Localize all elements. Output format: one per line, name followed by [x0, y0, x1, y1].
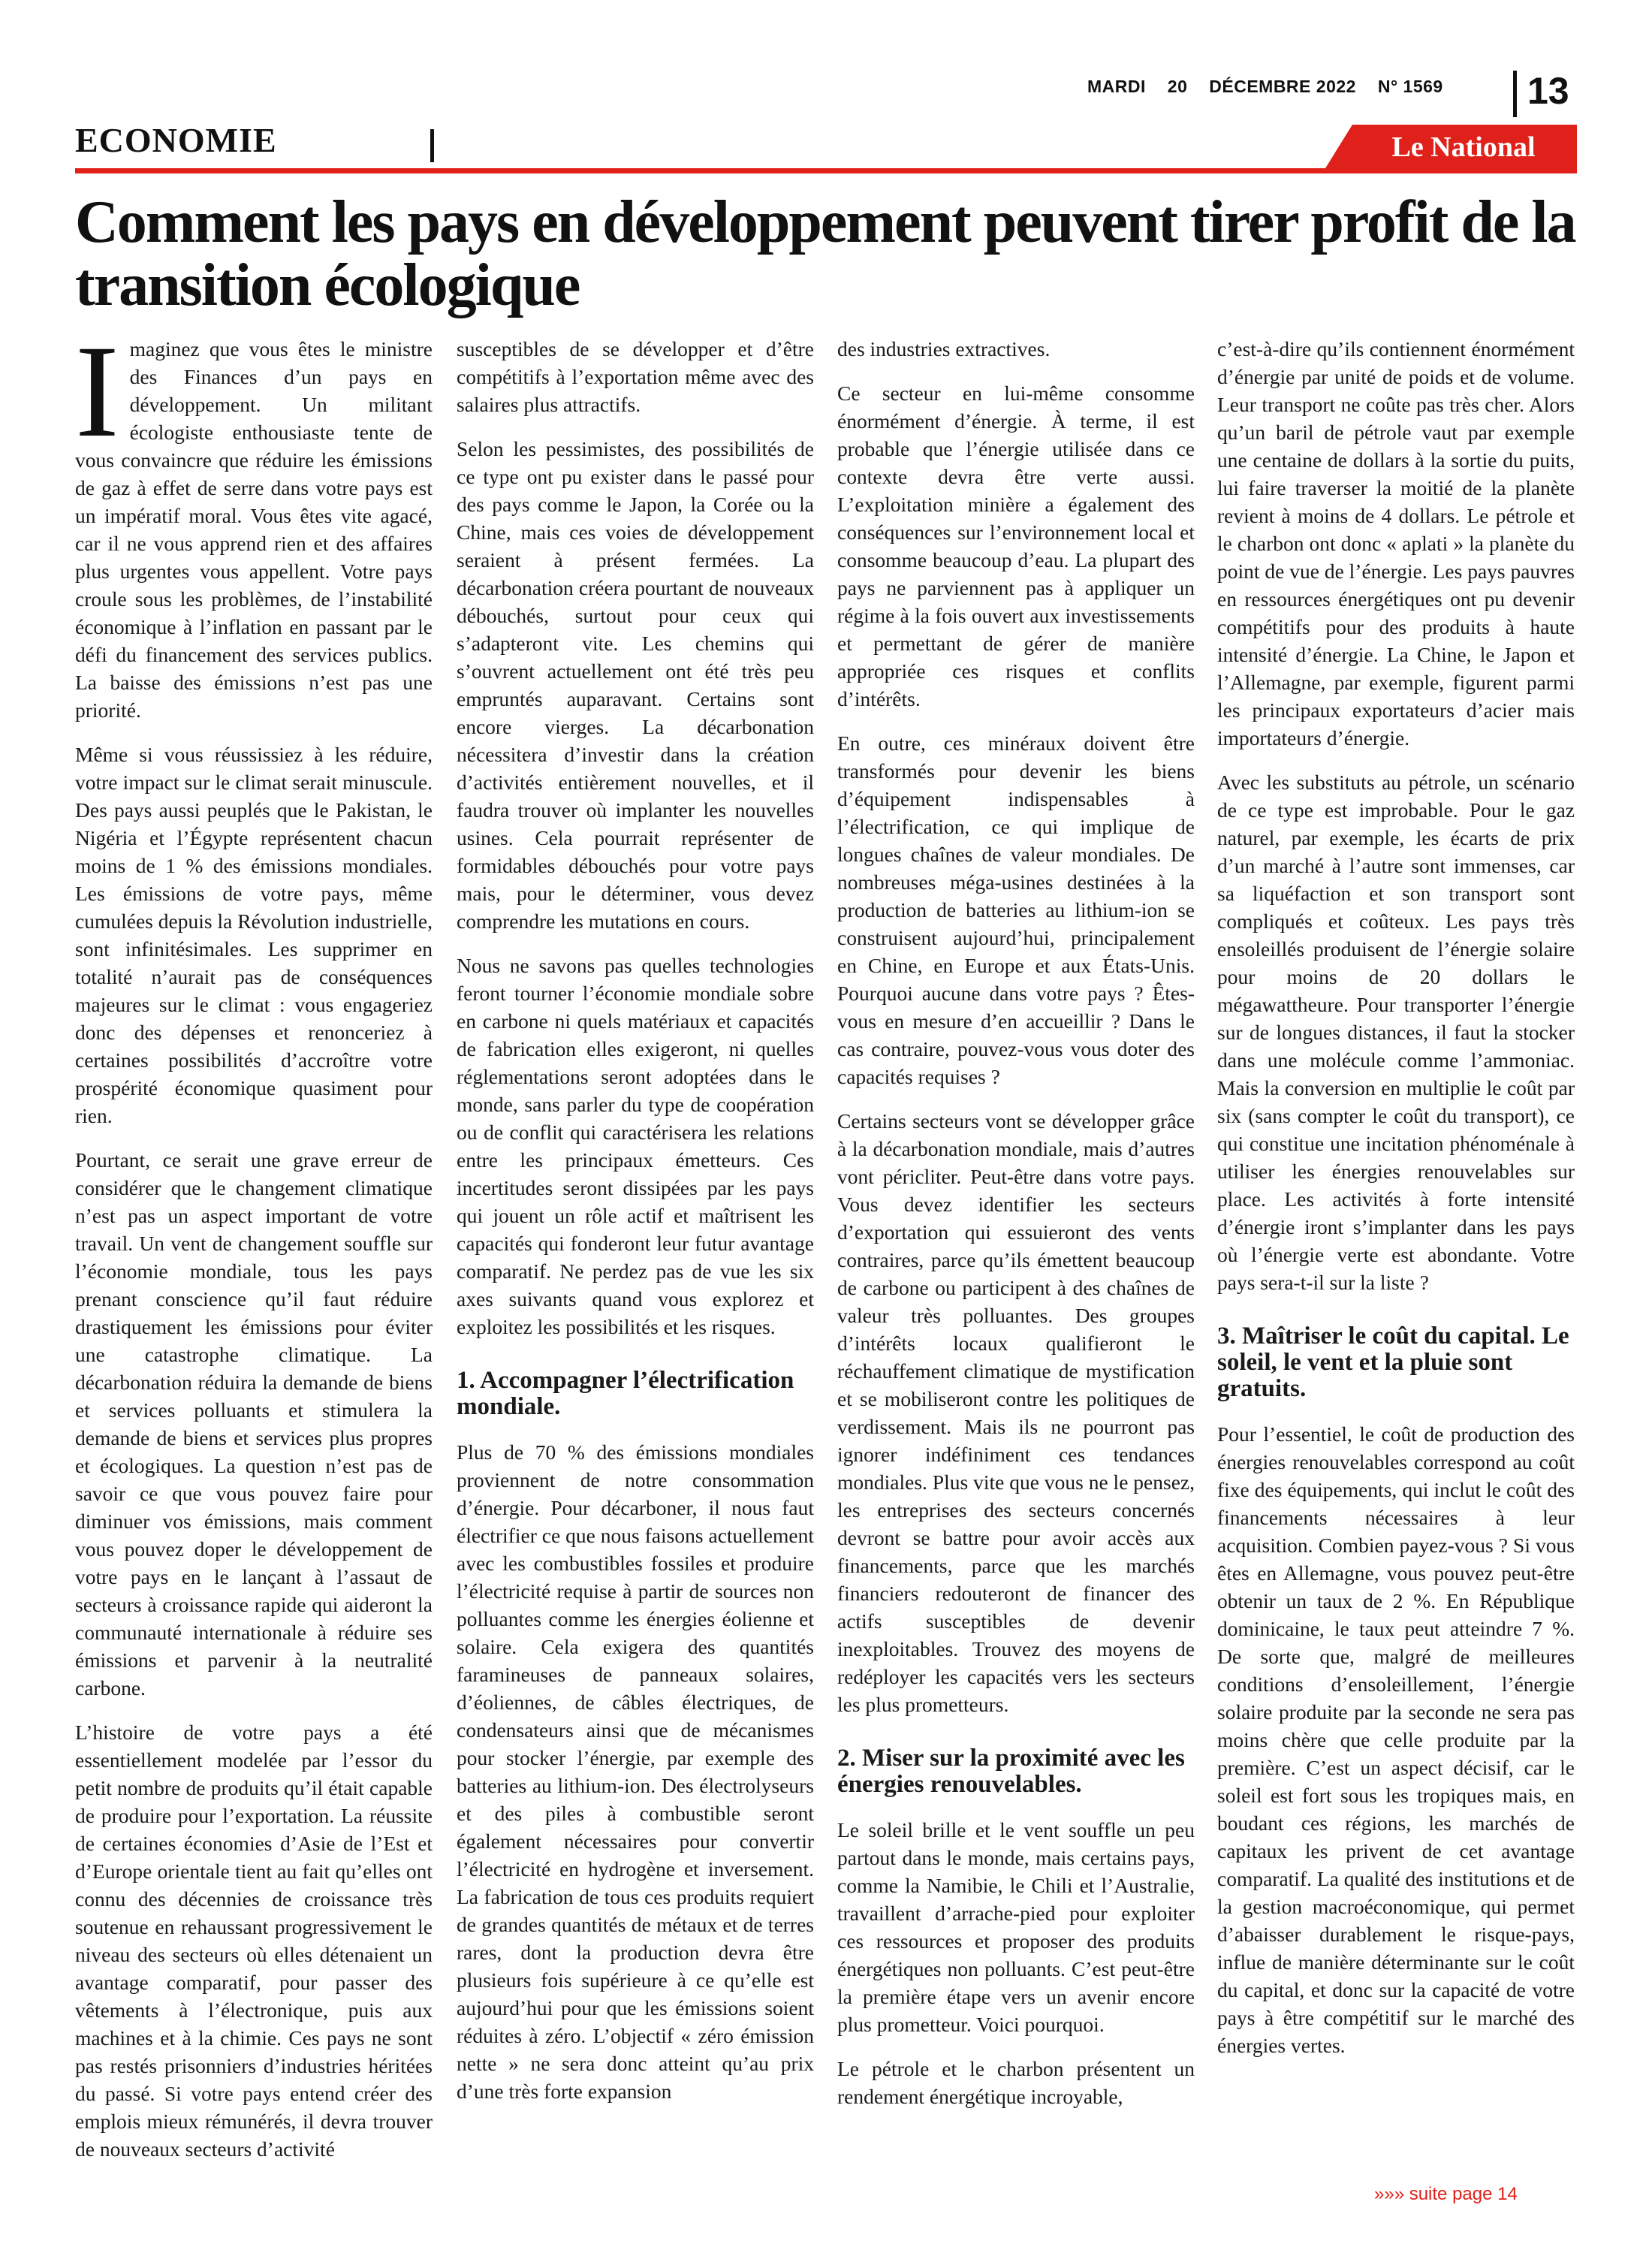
paragraph: Avec les substituts au pétrole, un scénario de ce type est improbable. Pour le gaz naturel, par exemple, les écarts de prix d’un marché à l’autre sont immenses, car sa liquéfaction et son transport sont compliqués et coûteux. Les pays très ensoleillés produisent de l’énergie solaire pour moins de 20 dollars le mégawattheure. Pour transporter l’énergie sur de longues distances, il faut la stocker dans une molécule comme l’ammoniac. Mais la conversion en multiplie le coût par six (sans compter le coût du transport), ce qui constitue une incitation phénoménale à utiliser les énergies renouvelables sur place. Les activités à forte intensité d’énergie iront s’implanter dans les pays où l’énergie verte est abondante. Votre pays sera-t-il sur la liste ? — [1217, 771, 1575, 1294]
section-label: ECONOMIE — [75, 121, 277, 159]
paragraph: maginez que vous êtes le ministre des Finances d’un pays en développement. Un militant écologiste enthousiaste tente de vous convaincre que réduire les émissions de gaz à effet de serre dans votre pays est un impératif moral. Vous êtes vite agacé, car il ne vous apprend rien et des affaires plus urgentes vous appellent. Votre pays croule sous les problèmes, de l’instabilité économique à l’inflation en passant par le défi du financement des services publics. La baisse des émissions n’est pas une priorité. — [75, 337, 433, 722]
paragraph: Même si vous réussissiez à les réduire, votre impact sur le climat serait minuscule. Des pays aussi peuplés que le Pakistan, le Nigéria et l’Égypte représentent chacun moins de 1 % des émissions mondiales. Les émissions de votre pays, même cumulées depuis la Révolution industrielle, sont infinitésimales. Les supprimer en totalité n’aurait pas de conséquences majeures sur le climat : vous engageriez donc des dépenses et renonceriez à certaines possibilités d’accroître votre prospérité économique quasiment pour rien. — [75, 743, 433, 1127]
drop-cap: I — [75, 318, 119, 465]
subheading-3: 3. Maîtriser le coût du capital. Le soleil, le vent et la pluie sont gratuits. — [1217, 1323, 1569, 1402]
paragraph: L’histoire de votre pays a été essentiellement modelée par l’essor du petit nombre de produits qu’il était capable de produire pour l’exportation. La réussite de certaines économies d’Asie de l’Est et d’Europe orientale tient au fait qu’elles ont connu des décennies de croissance très soutenue en rehaussant progressivement le niveau des secteurs où elles détenaient un avantage comparatif, pour passer des vêtements à l’électronique, puis aux machines et à la chimie. Ces pays ne sont pas restés prisonniers d’industries héritées du passé. Si votre pays entend créer des emplois mieux rémunérés, il devra trouver de nouveaux secteurs d’activité — [75, 1721, 433, 2161]
paragraph: susceptibles de se développer et d’être compétitifs à l’exportation même avec des salaires plus attractifs. — [457, 337, 814, 416]
paragraph: Pourtant, ce serait une grave erreur de considérer que le changement climatique n’est pas un aspect important de votre travail. Un vent de changement souffle sur l’économie mondiale, tous les pays prenant conscience qu’il faut réduire drastiquement les émissions pour éviter une catastrophe climatique. La décarbonation réduira la demande de biens et services polluants et stimulera la demande de biens et services plus propres et écologiques. La question n’est pas de savoir ce que vous pouvez faire pour diminuer vos émissions, mais comment vous pouvez doper le développement de votre pays en le lançant à l’assaut de secteurs à croissance rapide qui aideront la communauté internationale à réduire ses émissions et parvenir à la neutralité carbone. — [75, 1148, 433, 1700]
issue-day: MARDI — [1087, 77, 1146, 96]
brand-name: Le National — [1391, 131, 1536, 163]
paragraph: Certains secteurs vont se développer grâce à la décarbonation mondiale, mais d’autres vont péricliter. Peut-être dans votre pays. Vous devez identifier les secteurs d’exportation qui essuieront des vents contraires, parce qu’ils émettent beaucoup de carbone ou participent à des chaînes de valeur très polluantes. Des groupes d’intérêts locaux qualifieront le réchauffement climatique de mystification et se mobiliseront contre les politiques de verdissement. Mais ils ne pourront pas ignorer indéfiniment ces tendances mondiales. Plus vite que vous ne le pensez, les entreprises des secteurs concernés devront se battre pour avoir accès aux financements, parce que les marchés financiers redouteront de financer des actifs susceptibles de devenir inexploitables. Trouvez des moyens de redéployer les capacités vers les secteurs les plus prometteurs. — [837, 1109, 1195, 1716]
subheading-2: 2. Miser sur la proximité avec les énergies renouvelables. — [837, 1745, 1185, 1798]
section-divider — [430, 129, 434, 162]
subheading-1: 1. Accompagner l’électrification mondiale. — [457, 1367, 794, 1420]
article-column-4 — [1217, 335, 1575, 2137]
paragraph: Pour l’essentiel, le coût de production des énergies renouvelables correspond au coût fixe des équipements, qui inclut le coût des financements nécessaires à leur acquisition. Combien payez-vous ? Si vous êtes en Allemagne, vous pouvez peut-être obtenir un taux de 2 %. En République dominicaine, le taux peut atteindre 7 %. De sorte que, malgré de meilleures conditions d’ensoleillement, l’énergie solaire produite par la seconde ne sera pas moins chère que celle produite par la première. C’est un aspect décisif, car le soleil est fort sous les tropiques mais, en boudant ces régions, les marchés de capitaux les privent de cet avantage comparatif. La qualité des institutions et de la gestion macroéconomique, qui permet d’abaisser durablement le risque-pays, influe de manière déterminante sur le coût du capital, et donc sur la capacité de votre pays à être compétitif sur le marché des énergies vertes. — [1217, 1422, 1575, 2057]
article-headline: Comment les pays en développement peuvent tirer profit de la transition écologique — [75, 189, 1575, 318]
page-number: 13 — [1527, 70, 1569, 112]
issue-month-year: DÉCEMBRE 2022 — [1209, 77, 1356, 96]
issue-number: N° 1569 — [1377, 77, 1443, 96]
paragraph: Le pétrole et le charbon présentent un rendement énergétique incroyable, — [837, 2057, 1195, 2108]
article-column-1 — [75, 318, 433, 2161]
paragraph: Le soleil brille et le vent souffle un peu partout dans le monde, mais certains pays, comme la Namibie, le Chili et l’Australie, travaillent d’arrache-pied pour exploiter ces ressources et proposer des produits énergétiques non polluants. C’est peut-être la première étape vers un avenir encore plus prometteur. Voici pourquoi. — [837, 1818, 1195, 2036]
header-rule — [75, 168, 1577, 173]
paragraph: c’est-à-dire qu’ils contiennent énormément d’énergie par unité de poids et de volume. Leur transport ne coûte pas très cher. Alors qu’un baril de pétrole vaut par exemple une centaine de dollars à la sortie du puits, lui faire traverser la moitié de la planète revient à moins de 4 dollars. Le pétrole et le charbon ont donc « aplati » la planète du point de vue de l’énergie. Les pays pauvres en ressources énergétiques ont pu devenir compétitifs pour des produits à haute intensité d’énergie. La Chine, le Japon et l’Allemagne, par exemple, figurent parmi les principaux exportateurs d’acier mais importateurs d’énergie. — [1217, 337, 1575, 749]
paragraph: Ce secteur en lui-même consomme énormément d’énergie. À terme, il est probable que l’énergie utilisée dans ce contexte devra être verte aussi. L’exploitation minière a également des conséquences sur l’environnement local et consomme beaucoup d’eau. La plupart des pays ne parviennent pas à appliquer un régime à la fois ouvert aux investissements et permettant de gérer de manière appropriée ces risques et conflits d’intérêts. — [837, 382, 1195, 710]
paragraph: En outre, ces minéraux doivent être transformés pour devenir les biens d’équipement indispensables à l’électrification, ce qui implique de longues chaînes de valeur mondiales. De nombreuses méga-usines destinées à la production de batteries au lithium-ion se construisent aujourd’hui, principalement en Chine, en Europe et aux États-Unis. Pourquoi aucune dans votre pays ? Êtes-vous en mesure d’en accueillir ? Dans le cas contraire, pouvez-vous vous doter des capacités requises ? — [837, 731, 1195, 1088]
issue-meta — [1087, 77, 1460, 97]
paragraph: Selon les pessimistes, des possibilités de ce type ont pu exister dans le passé pour des pays comme le Japon, la Corée ou la Chine, mais ces voies de développement seraient à présent fermées. La décarbonation créera pourtant de nouveaux débouchés, surtout pour ceux qui s’adapteront vite. Les chemins qui s’ouvrent actuellement ont été très peu empruntés auparavant. Certains sont encore vierges. La décarbonation nécessitera d’investir dans la création d’activités entièrement nouvelles, et il faudra trouver où implanter les nouvelles usines. Cela pourrait représenter de formidables débouchés pour votre pays mais, pour le déterminer, vous devez comprendre les mutations en cours. — [457, 437, 814, 933]
article-column-3 — [837, 335, 1195, 2137]
continued-link[interactable]: »»» suite page 14 — [1374, 2184, 1518, 2204]
paragraph: des industries extractives. — [837, 337, 1051, 360]
paragraph: Nous ne savons pas quelles technologies feront tourner l’économie mondiale sobre en carbone ni quels matériaux et capacités de fabrication elles exigeront, ni quelles réglementations seront adoptées dans le monde, sans parler du type de coopération ou de conflit qui caractérisera les relations entre les principaux émetteurs. Ces incertitudes seront dissipées par les pays qui jouent un rôle actif et maîtrisent les capacités qui fonderont leur futur avantage comparatif. Ne perdez pas de vue les six axes suivants quand vous explorez et exploitez les possibilités et les risques. — [457, 954, 814, 1338]
issue-date-number: 20 — [1167, 77, 1188, 96]
article-column-2 — [457, 335, 814, 2137]
page-number-divider — [1513, 71, 1517, 117]
paragraph: Plus de 70 % des émissions mondiales proviennent de notre consommation d’énergie. Pour décarboner, il nous faut électrifier ce que nous faisons actuellement avec les combustibles fossiles et produire l’électricité requise à partir de sources non polluantes comme les énergies éolienne et solaire. Cela exigera des quantités faramineuses de panneaux solaires, d’éoliennes, de câbles électriques, de condensateurs ainsi que de mécanismes pour stocker l’énergie, par exemple des batteries au lithium-ion. Des électrolyseurs et des piles à combustible seront également nécessaires pour convertir l’électricité en hydrogène et inversement. La fabrication de tous ces produits requiert de grandes quantités de métaux et de terres rares, dont la production devra être plusieurs fois supérieure à ce qu’elle est aujourd’hui pour que les émissions soient réduites à zéro. L’objectif « zéro émission nette » ne sera donc atteint qu’au prix d’une très forte expansion — [457, 1440, 814, 2103]
